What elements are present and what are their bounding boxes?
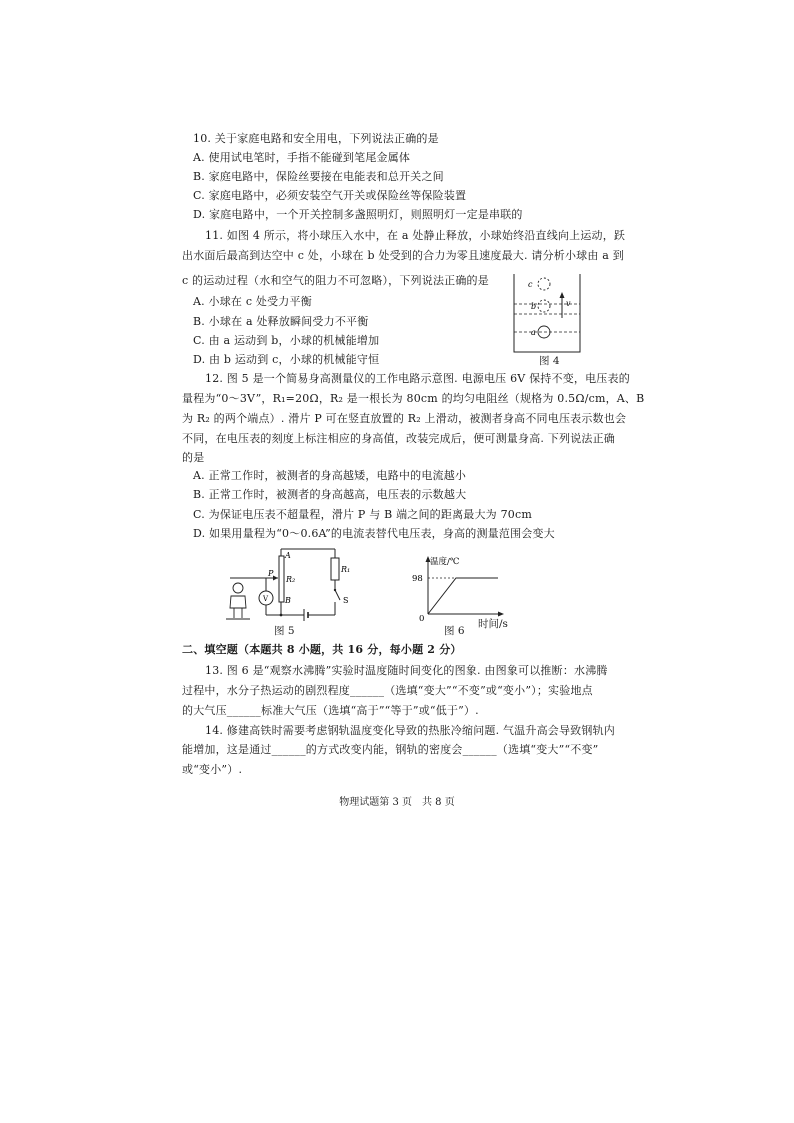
label-A: A [285, 551, 291, 560]
y-tick-98: 98 [412, 574, 423, 584]
q11-stem-line-3: c 的运动过程（水和空气的阻力不可忽略），下列说法正确的是 [182, 274, 489, 287]
y-axis-label: 温度/℃ [430, 557, 460, 567]
q14-line-3: 或“变小”）. [182, 763, 243, 776]
temperature-series-line [428, 578, 498, 614]
label-v: v [566, 299, 571, 308]
q12-stem-line-5: 的是 [182, 451, 205, 464]
label-R1: R₁ [341, 565, 351, 574]
label-V: V [263, 595, 269, 603]
q12-stem-line-3: 为 R₂ 的两个端点）. 滑片 P 可在竖直放置的 R₂ 上滑动，被测者身高不同电压表示数也会 [182, 412, 627, 425]
q12-option-b: B. 正常工作时，被测者的身高越高，电压表的示数越大 [193, 488, 467, 501]
q10-option-a: A. 使用试电笔时，手指不能碰到笔尾金属体 [193, 151, 411, 164]
figure-4-caption: 图 4 [539, 355, 560, 367]
q11-option-d: D. 由 b 运动到 c，小球的机械能守恒 [193, 353, 380, 366]
q13-line-1: 13. 图 6 是“观察水沸腾”实验时温度随时间变化的图象. 由图象可以推断：水沸腾 [205, 664, 608, 677]
label-R2: R₂ [286, 575, 296, 584]
label-P: P [268, 569, 274, 578]
q11-stem-line-2: 出水面后最高到达空中 c 处，小球在 b 处受到的合力为零且速度最大. 请分析小球由 a 到 [182, 249, 624, 262]
q14-line-2: 能增加，这是通过______的方式改变内能，钢轨的密度会______（选填“变大”“不变” [182, 743, 599, 756]
q11-option-a: A. 小球在 c 处受力平衡 [193, 295, 312, 308]
ball-b [538, 300, 550, 312]
switch-s [335, 590, 340, 600]
q12-option-c: C. 为保证电压表不超量程，滑片 P 与 B 端之间的距离最大为 70cm [193, 508, 532, 521]
q12-option-d: D. 如果用量程为“0～0.6A”的电流表替代电压表，身高的测量范围会变大 [193, 527, 555, 540]
q10-option-d: D. 家庭电路中，一个开关控制多盏照明灯，则照明灯一定是串联的 [193, 208, 523, 221]
figure-5-circuit [222, 546, 362, 626]
q13-line-3: 的大气压______标准大气压（选填“高于”“等于”或“低于”）. [182, 704, 479, 717]
q10-option-c: C. 家庭电路中，必须安装空气开关或保险丝等保险装置 [193, 189, 467, 202]
q12-stem-line-4: 不同，在电压表的刻度上标注相应的身高值，改装完成后，便可测量身高. 下列说法正确 [182, 432, 615, 445]
resistor-r2 [279, 556, 284, 602]
q10-option-b: B. 家庭电路中，保险丝要接在电能表和总开关之间 [193, 170, 444, 183]
q12-stem-line-1: 12. 图 5 是一个简易身高测量仪的工作电路示意图. 电源电压 6V 保持不变，电压表的 [205, 372, 630, 385]
label-b: b [531, 302, 537, 311]
label-S: S [343, 596, 349, 605]
label-B: B [285, 596, 291, 605]
page-footer: 物理试题第 3 页 共 8 页 [339, 797, 455, 808]
q12-stem-line-2: 量程为“0～3V”，R₁=20Ω，R₂ 是一根长为 80cm 的均匀电阻丝（规格为 0.5Ω/cm，A、B [182, 392, 645, 405]
section-2-heading: 二、填空题（本题共 8 小题，共 16 分，每小题 2 分） [182, 643, 462, 656]
q11-stem-line-1: 11. 如图 4 所示，将小球压入水中，在 a 处静止释放，小球始终沿直线向上运动，跃 [205, 229, 626, 242]
q12-option-a: A. 正常工作时，被测者的身高越矮，电路中的电流越小 [193, 469, 467, 482]
resistor-r1 [331, 558, 339, 580]
label-a: a [531, 328, 536, 337]
label-c: c [528, 280, 533, 289]
q11-option-c: C. 由 a 运动到 b，小球的机械能增加 [193, 334, 380, 347]
q11-option-b: B. 小球在 a 处释放瞬间受力不平衡 [193, 315, 369, 328]
y-tick-0: 0 [419, 614, 425, 624]
q13-line-2: 过程中，水分子热运动的剧烈程度______（选填“变大”“不变”或“变小”）；实验地点 [182, 684, 593, 697]
figure-6-caption: 图 6 [444, 625, 465, 637]
x-axis-label: 时间/s [478, 618, 508, 630]
figure-5-caption: 图 5 [274, 625, 295, 637]
q14-line-1: 14. 修建高铁时需要考虑钢轨温度变化导致的热胀冷缩问题. 气温升高会导致钢轨内 [205, 724, 615, 737]
person-figure [226, 583, 250, 619]
q10-stem: 10. 关于家庭电路和安全用电，下列说法正确的是 [193, 132, 439, 145]
ball-c [538, 278, 550, 290]
